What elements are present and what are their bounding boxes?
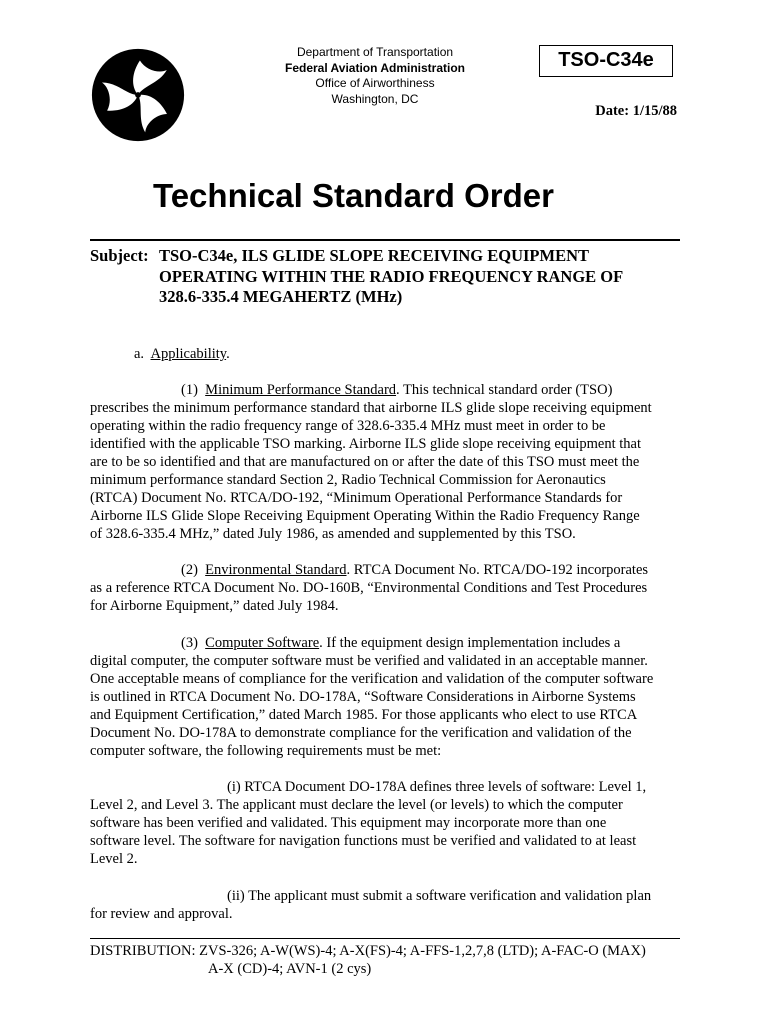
sub-ii-line: for review and approval. xyxy=(90,906,233,922)
sub-i-line: software has been verified and validated. This equipment may incorporate more than one xyxy=(90,815,607,831)
subject-line-1: TSO-C34e, ILS GLIDE SLOPE RECEIVING EQUIPMENT xyxy=(159,246,589,265)
para1-line: identified with the applicable TSO marking. Airborne ILS glide slope receiving equipment that xyxy=(90,436,641,452)
subject-block xyxy=(90,246,680,308)
para1-line: (RTCA) Document No. RTCA/DO-192, “Minimum Operational Performance Standards for xyxy=(90,490,623,506)
para1-line: Airborne ILS Glide Slope Receiving Equipment Operating Within the Radio Frequency Range xyxy=(90,508,640,524)
paragraph-2 xyxy=(90,561,680,615)
para3-line: One acceptable means of compliance for the verification and validation of the computer software xyxy=(90,671,654,687)
section-a-title: Applicability xyxy=(150,346,227,362)
paragraph-1 xyxy=(90,381,680,543)
para2-first-line: . RTCA Document No. RTCA/DO-192 incorporates xyxy=(346,562,649,578)
subparagraph-ii xyxy=(90,887,680,923)
para3-line: digital computer, the computer software must be verified and validated in an acceptable manner. xyxy=(90,653,648,669)
para2-line: for Airborne Equipment,” dated July 1984. xyxy=(90,598,339,614)
agency-faa: Federal Aviation Administration xyxy=(284,60,466,75)
para1-first-line: . This technical standard order (TSO) xyxy=(396,382,613,398)
para1-line: operating within the radio frequency range of 328.6-335.4 MHz must meet in order to be xyxy=(90,418,606,434)
distribution-rule xyxy=(90,938,680,939)
sub-ii-first-line: (ii) The applicant must submit a software verification and validation plan xyxy=(227,888,652,904)
distribution-line-1: DISTRIBUTION: ZVS-326; A-W(WS)-4; A-X(FS)-4; A-FFS-1,2,7,8 (LTD); A-FAC-O (MAX) xyxy=(90,943,646,959)
para1-line: are to be so identified and that are manufactured on or after the date of this TSO must meet the xyxy=(90,454,640,470)
agency-office: Office of Airworthiness xyxy=(315,76,435,90)
para3-line: is outlined in RTCA Document No. DO-178A, “Software Considerations in Airborne Systems xyxy=(90,689,636,705)
para3-number: (3) xyxy=(181,635,198,651)
dot-logo-icon xyxy=(90,47,186,143)
page-title: Technical Standard Order xyxy=(153,177,554,214)
sub-i-line: Level 2, and Level 3. The applicant must declare the level (or levels) to which the computer xyxy=(90,797,623,813)
agency-location: Washington, DC xyxy=(331,91,419,106)
sub-i-line: Level 2. xyxy=(90,851,138,867)
document-date: Date: 1/15/88 xyxy=(595,103,677,119)
para3-line: Document No. DO-178A to demonstrate compliance for the verification and validation of the xyxy=(90,725,632,741)
subject-line-2: OPERATING WITHIN THE RADIO FREQUENCY RANGE OF xyxy=(159,266,624,286)
distribution-block xyxy=(90,942,690,978)
sub-i-line: software level. The software for navigation functions must be verified and validated to at least xyxy=(90,833,637,849)
para1-heading: Minimum Performance Standard xyxy=(205,382,397,398)
agency-dept: Department of Transportation xyxy=(296,45,454,59)
para2-heading: Environmental Standard xyxy=(205,562,347,578)
para1-number: (1) xyxy=(181,382,198,398)
para1-line: minimum performance standard Section 2, Radio Technical Commission for Aeronautics xyxy=(90,472,606,488)
para3-line: computer software, the following requirements must be met: xyxy=(90,743,442,759)
distribution-line-2: A-X (CD)-4; AVN-1 (2 cys) xyxy=(208,961,372,977)
para3-line: and Equipment Certification,” dated March 1985. For those applicants who elect to use RTCA xyxy=(90,707,638,723)
paragraph-3 xyxy=(90,634,680,760)
para2-line: as a reference RTCA Document No. DO-160B, “Environmental Conditions and Test Procedures xyxy=(90,580,648,596)
section-a-heading xyxy=(90,345,680,363)
para3-first-line: . If the equipment design implementation includes a xyxy=(319,635,621,651)
para2-number: (2) xyxy=(181,562,198,578)
section-a-prefix: a. xyxy=(134,346,145,362)
para1-line: of 328.6-335.4 MHz,” dated July 1986, as amended and supplemented by this TSO. xyxy=(90,526,576,542)
para1-line: prescribes the minimum performance standard that airborne ILS glide slope receiving equipment xyxy=(90,400,652,416)
title-rule xyxy=(90,239,680,241)
subject-line-3: 328.6-335.4 MEGAHERTZ (MHz) xyxy=(159,287,403,306)
tso-number-box: TSO-C34e xyxy=(539,45,673,77)
para3-heading: Computer Software xyxy=(205,635,320,651)
subject-label: Subject: xyxy=(90,246,149,265)
section-a-suffix: . xyxy=(226,346,230,362)
subparagraph-i xyxy=(90,778,680,868)
sub-i-first-line: (i) RTCA Document DO-178A defines three levels of software: Level 1, xyxy=(227,779,647,795)
agency-block xyxy=(270,45,480,107)
